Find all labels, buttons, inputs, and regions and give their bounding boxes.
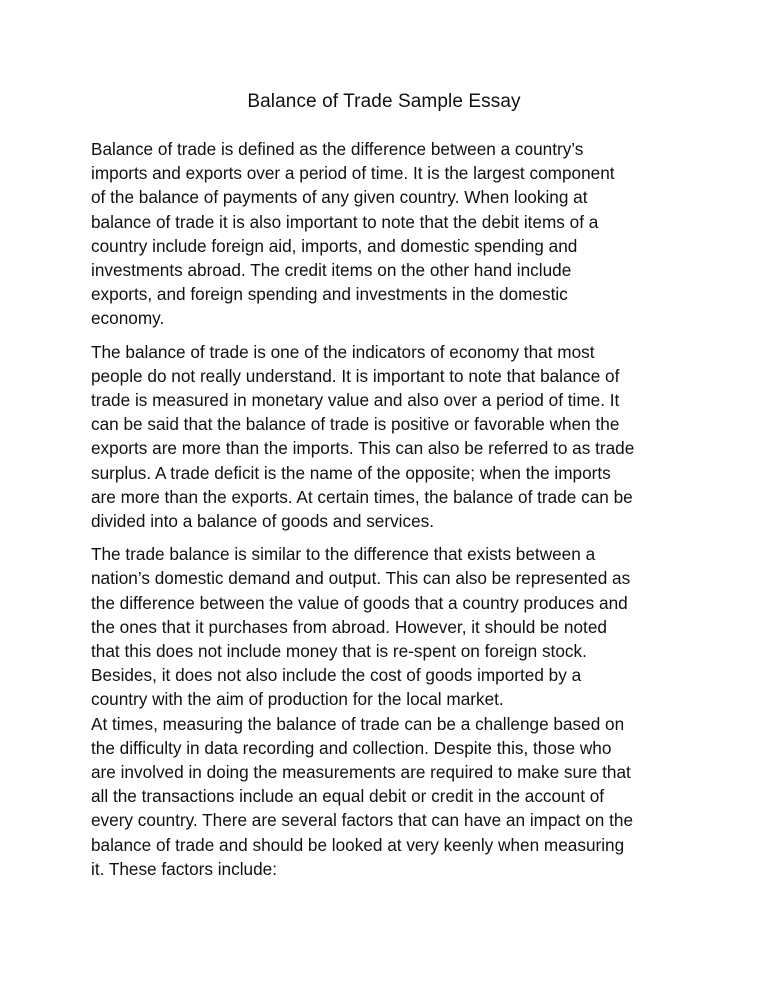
paragraph-line: imports and exports over a period of time. It is the largest component bbox=[91, 163, 615, 184]
paragraph-line: At times, measuring the balance of trade can be a challenge based on bbox=[91, 713, 625, 734]
paragraph-line: trade is measured in monetary value and also over a period of time. It bbox=[91, 390, 620, 411]
paragraph-line: Balance of trade is defined as the difference between a country’s bbox=[91, 139, 584, 159]
paragraph-line: people do not really understand. It is important to note that balance of bbox=[91, 365, 620, 386]
paragraph-line: economy. bbox=[91, 308, 165, 329]
paragraph-line: that this does not include money that is re-spent on foreign stock. bbox=[91, 641, 587, 662]
paragraph-line: can be said that the balance of trade is positive or favorable when the bbox=[91, 414, 620, 435]
paragraph-line: country include foreign aid, imports, and domestic spending and bbox=[91, 235, 578, 256]
paragraph-3 bbox=[91, 542, 691, 711]
paragraph-line: balance of trade and should be looked at very keenly when measuring bbox=[91, 834, 625, 855]
paragraph-line: are involved in doing the measurements are required to make sure that bbox=[91, 762, 631, 783]
essay-body bbox=[91, 137, 691, 890]
paragraph-line: exports, and foreign spending and investments in the domestic bbox=[91, 284, 568, 305]
paragraph-line: The trade balance is similar to the difference that exists between a bbox=[91, 544, 596, 565]
paragraph-line: exports are more than the imports. This can also be referred to as trade bbox=[91, 438, 635, 459]
paragraph-line: The balance of trade is one of the indicators of economy that most bbox=[91, 341, 595, 362]
paragraph-line: country with the aim of production for the local market. bbox=[91, 689, 504, 710]
paragraph-line: all the transactions include an equal debit or credit in the account of bbox=[91, 786, 605, 807]
paragraph-line: of the balance of payments of any given country. When looking at bbox=[91, 187, 588, 208]
paragraph-line: are more than the exports. At certain times, the balance of trade can be bbox=[91, 486, 633, 507]
paragraph-line: it. These factors include: bbox=[91, 858, 277, 879]
paragraph-2 bbox=[91, 340, 691, 534]
paragraph-line: the difficulty in data recording and collection. Despite this, those who bbox=[91, 737, 612, 758]
paragraph-line: Besides, it does not also include the cost of goods imported by a bbox=[91, 665, 582, 686]
paragraph-1 bbox=[91, 137, 691, 331]
essay-title: Balance of Trade Sample Essay bbox=[247, 91, 521, 112]
paragraph-line: the ones that it purchases from abroad. However, it should be noted bbox=[91, 616, 607, 637]
paragraph-line: balance of trade it is also important to note that the debit items of a bbox=[91, 211, 599, 232]
paragraph-4 bbox=[91, 712, 691, 881]
paragraph-line: divided into a balance of goods and services. bbox=[91, 511, 435, 532]
paragraph-line: the difference between the value of goods that a country produces and bbox=[91, 592, 628, 613]
paragraph-line: investments abroad. The credit items on the other hand include bbox=[91, 260, 572, 281]
paragraph-line: surplus. A trade deficit is the name of the opposite; when the imports bbox=[91, 462, 611, 483]
paragraph-line: every country. There are several factors that can have an impact on the bbox=[91, 810, 634, 831]
paragraph-line: nation’s domestic demand and output. This can also be represented as bbox=[91, 568, 631, 589]
